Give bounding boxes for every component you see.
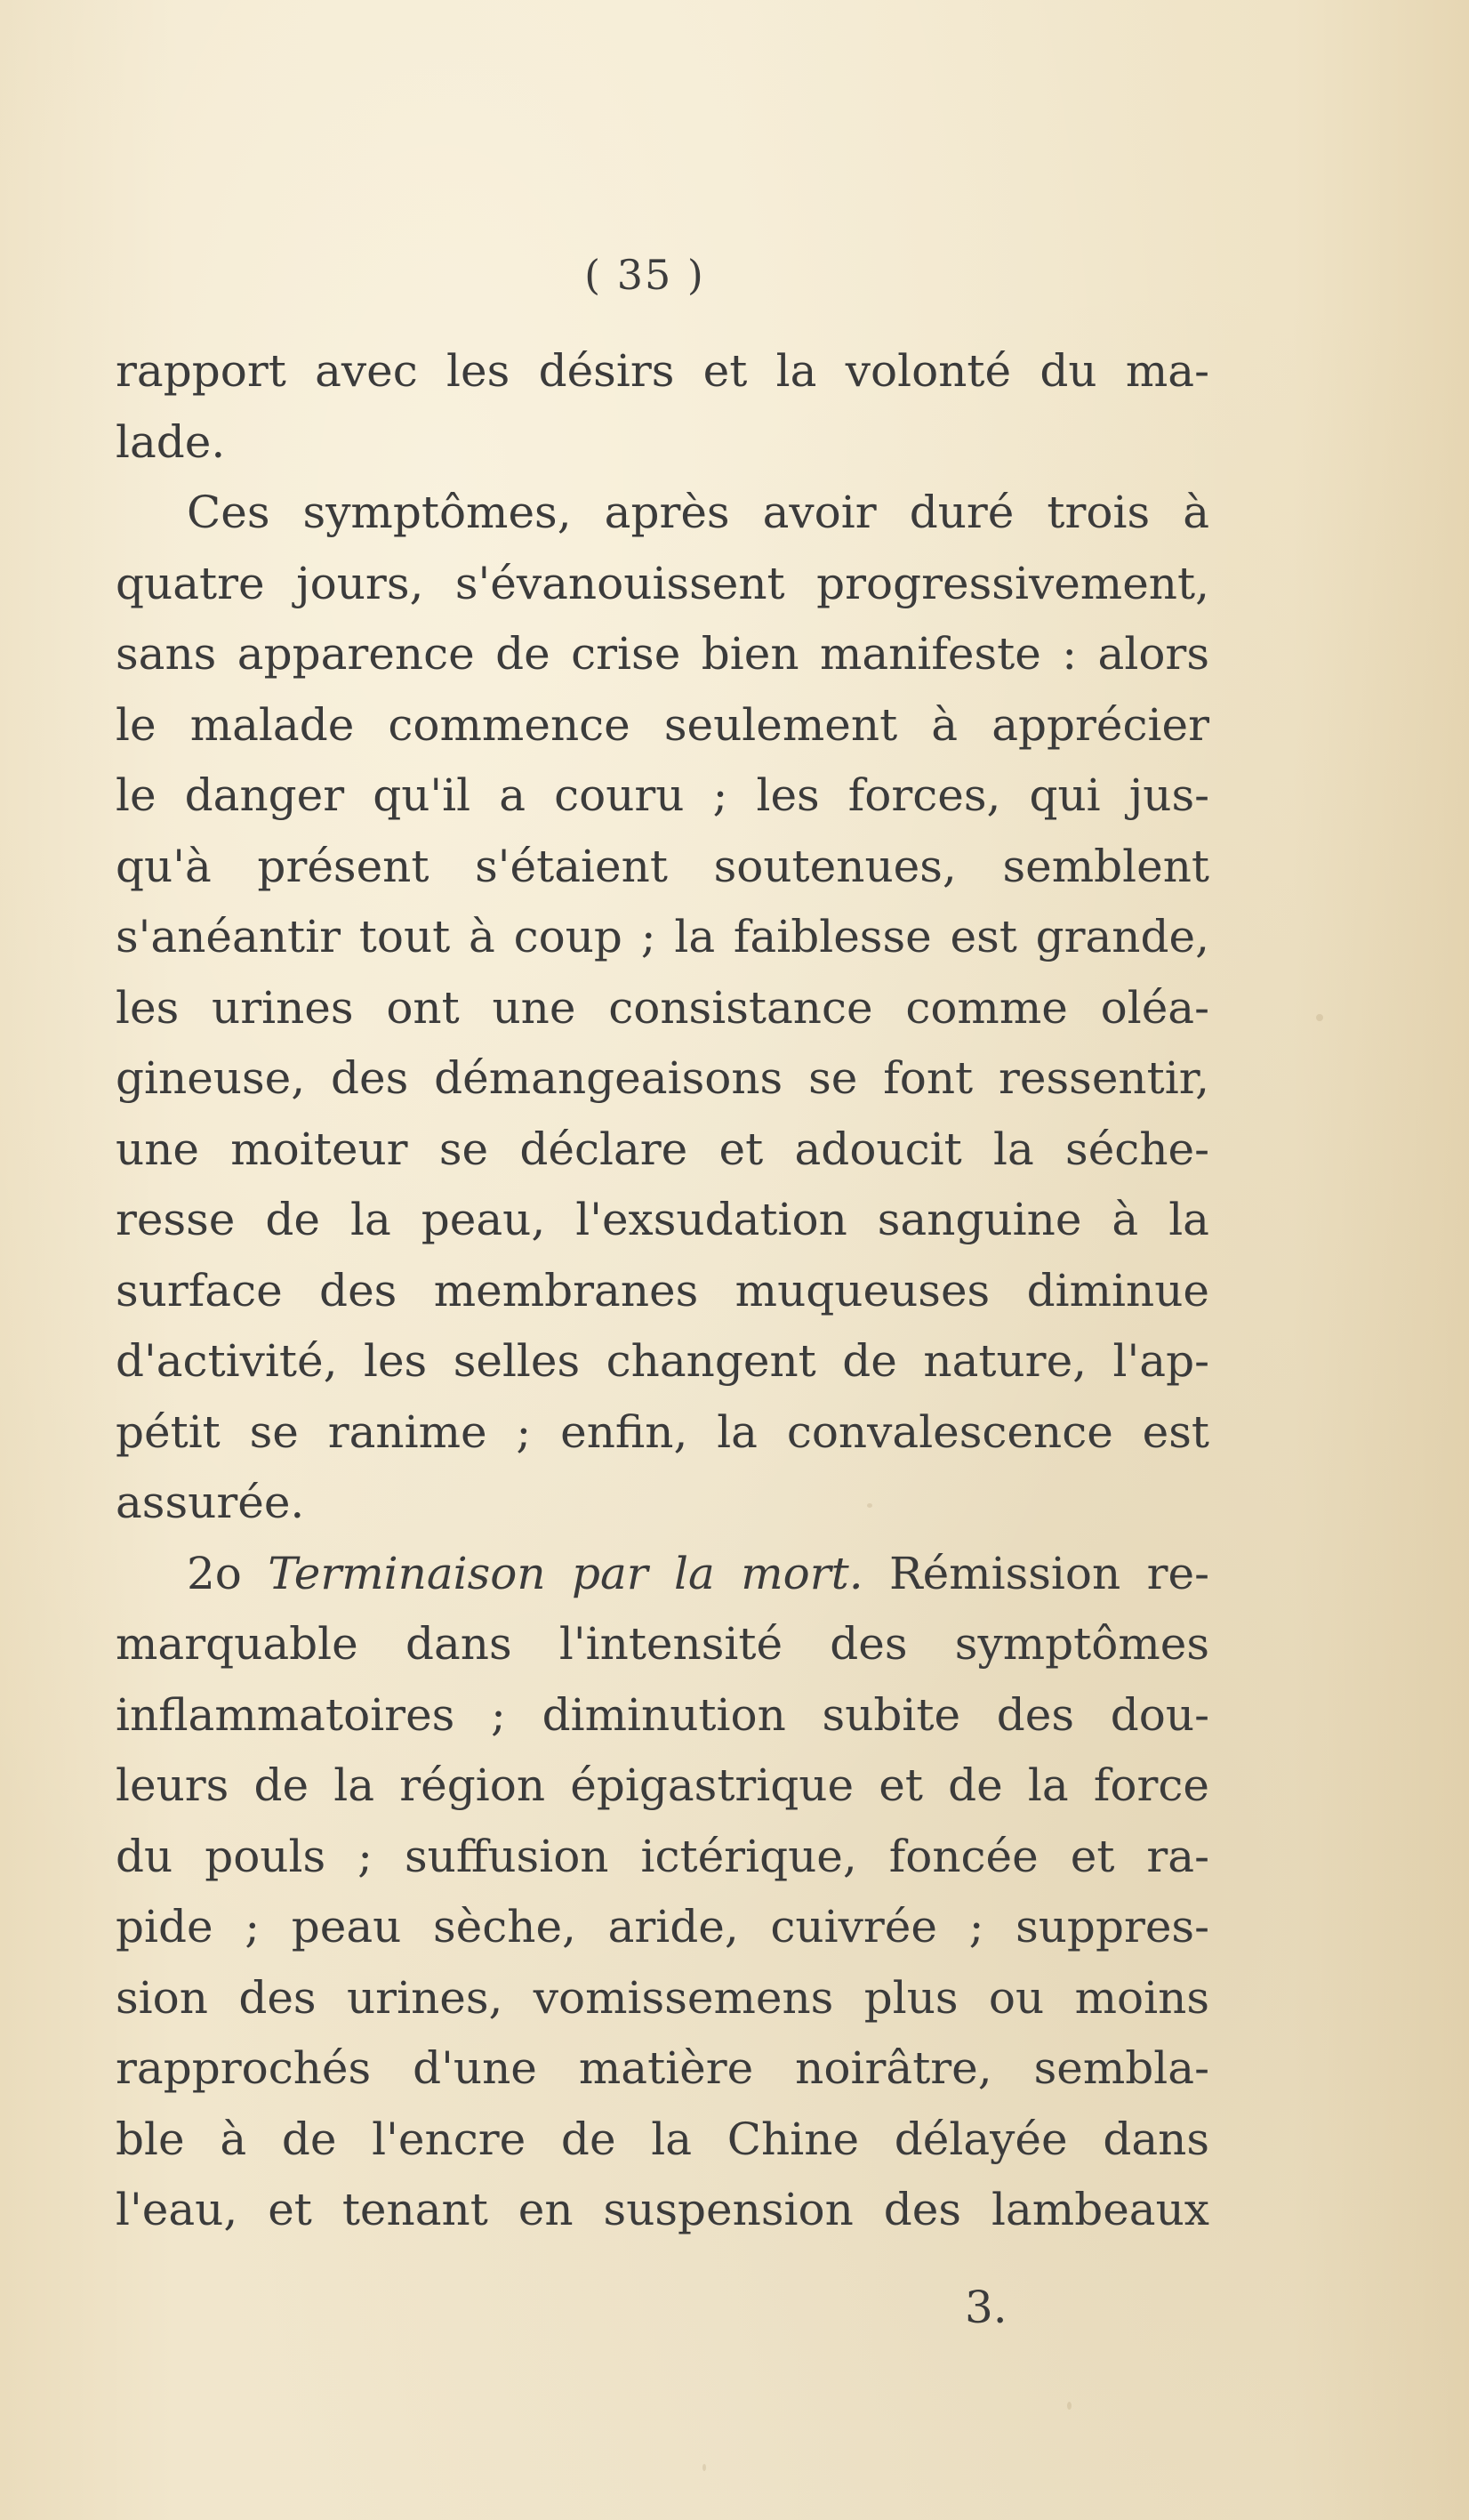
section-lead-line bbox=[116, 1539, 1209, 1610]
section-heading: Terminaison par la mort. bbox=[268, 1547, 863, 1599]
text-line: le danger qu'il a couru ; les forces, qui jus- bbox=[116, 769, 1209, 821]
body-text bbox=[116, 336, 1209, 2246]
text-line: surface des membranes muqueuses diminue bbox=[116, 1264, 1209, 1316]
text-line: qu'à présent s'étaient soutenues, semblent bbox=[116, 840, 1209, 892]
text-line: ble à de l'encre de la Chine délayée dans bbox=[116, 2113, 1209, 2165]
text-line: leurs de la région épigastrique et de la force bbox=[116, 1759, 1209, 1811]
text-line: quatre jours, s'évanouissent progressivement, bbox=[116, 557, 1209, 609]
text-line: une moiteur se déclare et adoucit la séche- bbox=[116, 1123, 1209, 1175]
text-line: sans apparence de crise bien manifeste : alors bbox=[116, 628, 1209, 680]
text-line: marquable dans l'intensité des symptômes bbox=[116, 1618, 1209, 1670]
text-line: s'anéantir tout à coup ; la faiblesse est grande, bbox=[116, 911, 1209, 962]
text-line: Ces symptômes, après avoir duré trois à bbox=[187, 487, 1209, 538]
text-line: l'eau, et tenant en suspension des lambeaux bbox=[116, 2184, 1209, 2235]
text-line: sion des urines, vomissemens plus ou moins bbox=[116, 1971, 1209, 2024]
paper-stain bbox=[1316, 1014, 1323, 1021]
text-line: les urines ont une consistance comme oléa- bbox=[116, 981, 1209, 1034]
paper-stain bbox=[1067, 2402, 1072, 2410]
text-line: pétit se ranime ; enfin, la convalescence est bbox=[116, 1405, 1209, 1458]
text-line: lade. bbox=[116, 415, 226, 468]
signature-mark: 3. bbox=[965, 2282, 1007, 2333]
text-line: rapport avec les désirs et la volonté du ma- bbox=[116, 345, 1209, 397]
text-line: rapprochés d'une matière noirâtre, sembla- bbox=[116, 2042, 1209, 2094]
text-line: assurée. bbox=[116, 1477, 305, 1528]
text-line: d'activité, les selles changent de nature, l'ap- bbox=[116, 1335, 1209, 1387]
text-line: le malade commence seulement à apprécier bbox=[116, 698, 1209, 751]
page-number-header: ( 35 ) bbox=[584, 251, 705, 299]
section-number: 2o bbox=[187, 1547, 242, 1599]
section-lead-text: Rémission re- bbox=[888, 1547, 1209, 1599]
text-line: inflammatoires ; diminution subite des dou- bbox=[116, 1688, 1209, 1741]
text-line: du pouls ; suffusion ictérique, foncée et ra- bbox=[116, 1830, 1209, 1882]
paper-stain bbox=[702, 2464, 706, 2471]
text-line: resse de la peau, l'exsudation sanguine à la bbox=[116, 1194, 1209, 1245]
text-line: pide ; peau sèche, aride, cuivrée ; suppres- bbox=[116, 1901, 1209, 1952]
text-line: gineuse, des démangeaisons se font ressentir, bbox=[116, 1052, 1209, 1104]
